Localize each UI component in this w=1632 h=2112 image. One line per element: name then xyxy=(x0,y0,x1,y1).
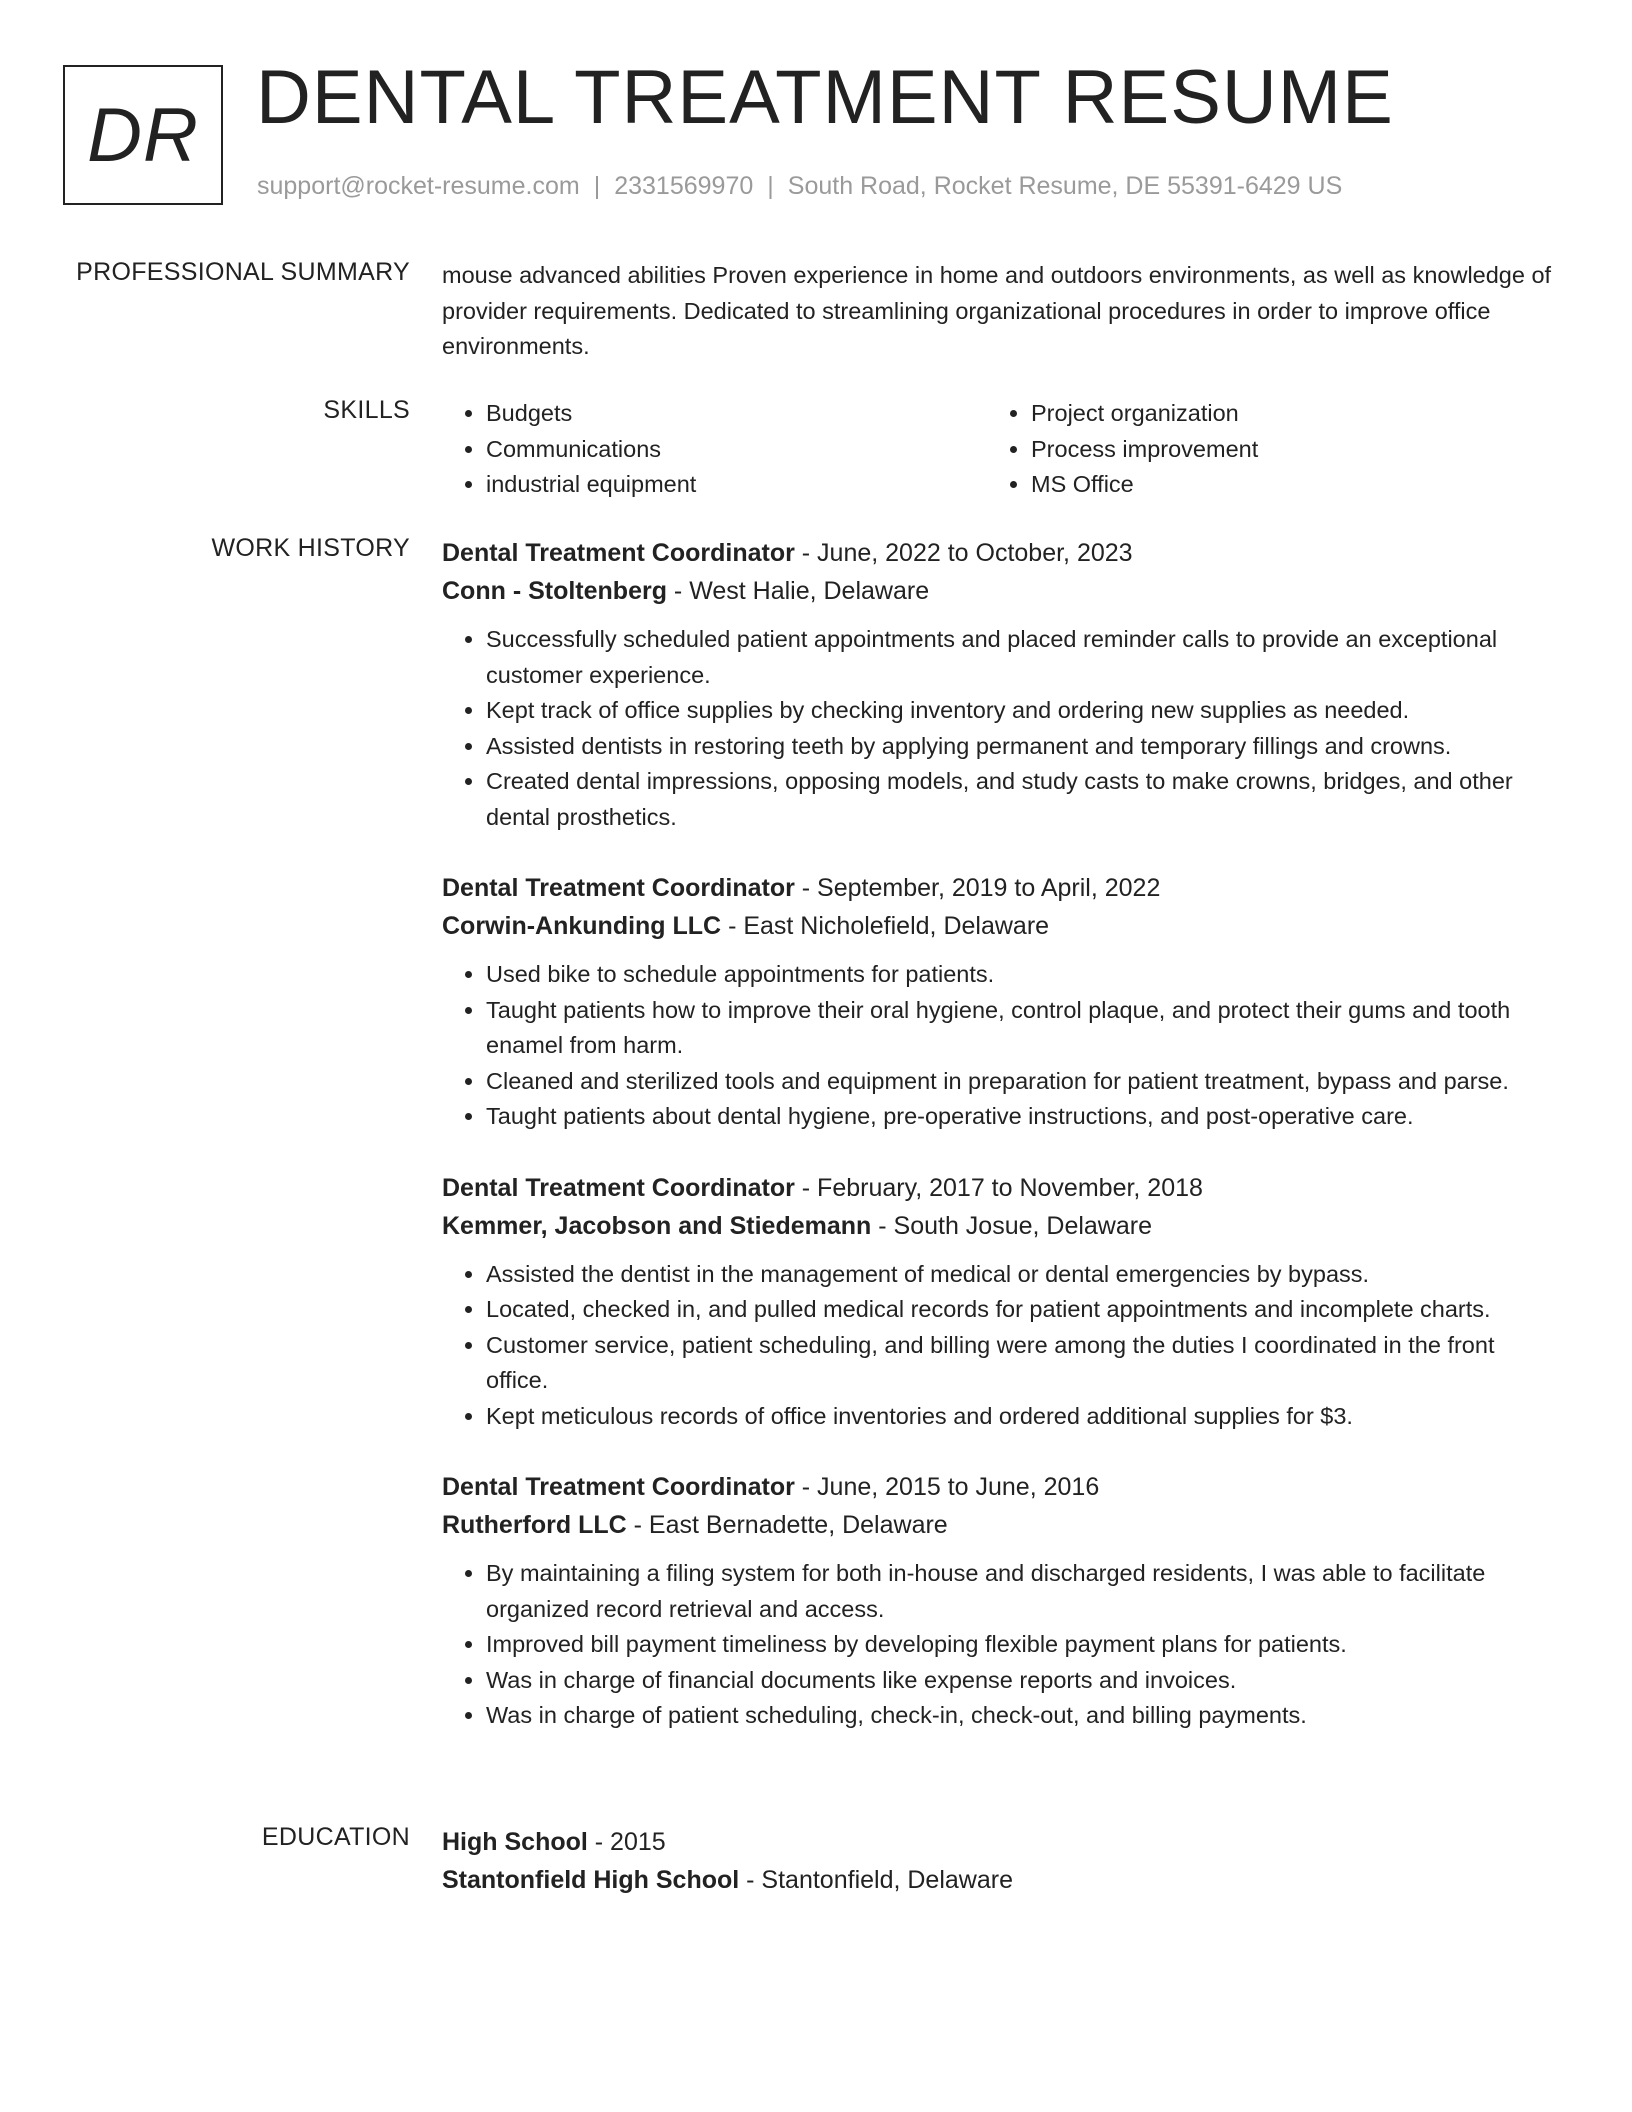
job-bullet: • Taught patients how to improve their oral hygiene, control plaque, and protect their gums and tooth enamel from harm. xyxy=(486,993,1557,1064)
education-degree: High School xyxy=(442,1828,588,1856)
contact-separator: | xyxy=(593,172,601,200)
job-title-line xyxy=(442,869,1557,907)
job-location: - East Bernadette, Delaware xyxy=(626,1511,948,1539)
job-bullet: • Was in charge of financial documents like expense reports and invoices. xyxy=(486,1663,1557,1699)
job-bullet: • Taught patients about dental hygiene, pre-operative instructions, and post-operative care. xyxy=(486,1099,1557,1135)
summary-label: PROFESSIONAL SUMMARY xyxy=(76,258,410,286)
job-bullet: • Used bike to schedule appointments for patients. xyxy=(486,957,1557,993)
work-history-label: WORK HISTORY xyxy=(211,534,410,562)
job-bullet: • Kept meticulous records of office inventories and ordered additional supplies for $3. xyxy=(486,1399,1557,1435)
work-history-body xyxy=(442,534,1557,1768)
job-bullet: • Customer service, patient scheduling, and billing were among the duties I coordinated in the front office. xyxy=(486,1328,1557,1399)
job-title: Dental Treatment Coordinator xyxy=(442,874,795,902)
job-title: Dental Treatment Coordinator xyxy=(442,1173,795,1202)
job-bullet: • Assisted the dentist in the management of medical or dental emergencies by bypass. xyxy=(486,1257,1557,1293)
skill-item: • MS Office xyxy=(1031,467,1532,503)
job-entry xyxy=(442,1169,1557,1435)
job-company-line xyxy=(442,907,1557,945)
job-company: Corwin-Ankunding LLC xyxy=(442,912,722,940)
job-bullets xyxy=(442,1257,1557,1435)
job-bullet: • Kept track of office supplies by checking inventory and ordering new supplies as needed. xyxy=(486,693,1557,729)
job-entry xyxy=(442,1468,1557,1734)
job-bullets xyxy=(442,622,1557,835)
summary-text: mouse advanced abilities Proven experience in home and outdoors environments, as well as knowledge of provider requirements. Dedicated to streamlining organizational procedures in order to improve office environments. xyxy=(442,262,1552,359)
job-title: Dental Treatment Coordinator xyxy=(442,1473,795,1501)
job-title-line xyxy=(442,534,1557,572)
skill-item: • Communications xyxy=(486,432,987,468)
job-title-line xyxy=(442,1468,1557,1506)
skill-item: • Budgets xyxy=(486,396,987,432)
job-company: Conn - Stoltenberg xyxy=(442,577,667,605)
education-body xyxy=(442,1823,1557,1899)
contact-separator: | xyxy=(767,172,774,200)
job-entry xyxy=(442,534,1557,835)
job-bullet: • Assisted dentists in restoring teeth by applying permanent and temporary fillings and crowns. xyxy=(486,729,1557,765)
job-company-line xyxy=(442,572,1557,610)
job-title-line xyxy=(442,1169,1557,1207)
job-company-line xyxy=(442,1207,1557,1245)
job-entry xyxy=(442,869,1557,1135)
contact-phone: 2331569970 xyxy=(614,172,754,200)
skills-label: SKILLS xyxy=(323,396,410,424)
job-bullet: • Improved bill payment timeliness by developing flexible payment plans for patients. xyxy=(486,1627,1557,1663)
skill-item: • industrial equipment xyxy=(486,467,987,503)
job-company: Rutherford LLC xyxy=(442,1511,627,1539)
skills-column-right xyxy=(987,396,1532,503)
summary-body xyxy=(442,258,1557,365)
job-bullet: • Successfully scheduled patient appointments and placed reminder calls to provide an exceptional customer experience. xyxy=(486,622,1557,693)
page-title: DENTAL TREATMENT RESUME xyxy=(256,55,1394,140)
skills-column-left xyxy=(442,396,987,503)
skill-item: • Project organization xyxy=(1031,396,1532,432)
job-dates: - September, 2019 to April, 2022 xyxy=(794,874,1161,902)
job-company-line xyxy=(442,1506,1557,1544)
skill-item: • Process improvement xyxy=(1031,432,1532,468)
contact-line xyxy=(257,172,1342,201)
monogram-logo: DR xyxy=(63,65,223,205)
job-bullets xyxy=(442,957,1557,1135)
contact-email: support@rocket-resume.com xyxy=(257,172,580,200)
contact-address: South Road, Rocket Resume, DE 55391-6429 US xyxy=(787,172,1343,200)
job-bullet: • Cleaned and sterilized tools and equipment in preparation for patient treatment, bypass and parse. xyxy=(486,1064,1557,1100)
education-location: - Stantonfield, Delaware xyxy=(739,1866,1013,1894)
skills-list xyxy=(442,396,1557,503)
education-label: EDUCATION xyxy=(261,1823,410,1851)
job-title: Dental Treatment Coordinator xyxy=(442,539,795,567)
job-bullet: • Located, checked in, and pulled medical records for patient appointments and incomplete charts. xyxy=(486,1292,1557,1328)
job-location: - East Nicholefield, Delaware xyxy=(721,912,1050,940)
education-year: - 2015 xyxy=(587,1828,666,1856)
job-bullet: • Created dental impressions, opposing models, and study casts to make crowns, bridges, and other dental prosthetics. xyxy=(486,764,1557,835)
job-location: - West Halie, Delaware xyxy=(666,577,930,605)
job-dates: - February, 2017 to November, 2018 xyxy=(794,1173,1203,1202)
education-school: Stantonfield High School xyxy=(442,1866,740,1894)
job-location: - South Josue, Delaware xyxy=(871,1211,1152,1240)
job-bullets xyxy=(442,1556,1557,1734)
job-bullet: • By maintaining a filing system for both in-house and discharged residents, I was able to facilitate organized record retrieval and access. xyxy=(486,1556,1557,1627)
job-bullet: • Was in charge of patient scheduling, check-in, check-out, and billing payments. xyxy=(486,1698,1557,1734)
job-dates: - June, 2015 to June, 2016 xyxy=(794,1473,1100,1501)
job-dates: - June, 2022 to October, 2023 xyxy=(794,539,1133,567)
job-company: Kemmer, Jacobson and Stiedemann xyxy=(442,1211,872,1240)
education-school-line xyxy=(442,1861,1557,1899)
education-degree-line xyxy=(442,1823,1557,1861)
